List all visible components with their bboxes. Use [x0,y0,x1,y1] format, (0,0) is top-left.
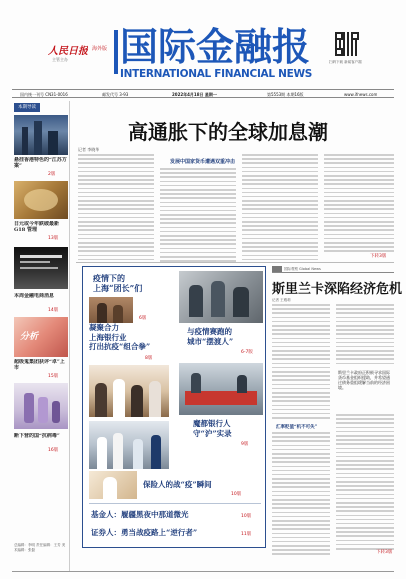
dateline-cn: 国内统一刊号 CN31-0016 [20,92,68,97]
feature-item-1-page[interactable]: 6版 [139,316,147,321]
feature-box [82,266,266,548]
feature-photo-4 [179,363,263,415]
dateline-issue-code: 邮发代号 3-93 [102,92,129,97]
sidebar-section-label: 本期导读 [14,103,40,112]
lead-column-1 [78,154,154,263]
sidebar-story-3-page[interactable]: 14版 [48,308,59,313]
right-story-col-1 [272,304,330,421]
sidebar-story-4-page[interactable]: 15版 [48,374,59,379]
main-headline[interactable]: 高通胀下的全球加息潮 [128,120,328,144]
feature-item-1-title[interactable]: 疫情下的 上海“团长”们 [93,273,143,293]
lead-byline: 记者 李晓华 [78,147,100,152]
right-story-pullquote: 斯里兰卡政府正积极寻求国际货币基金组织援助，并希望通过债务重组缓解当前的经济困境。 [338,370,390,390]
brand-note: 主管主办 [52,57,68,62]
right-story-tag-icon [272,266,282,272]
feature-item-2-title[interactable]: 与疫情赛跑的 城市“摆渡人” [187,327,234,346]
right-story-col-2 [336,304,394,367]
sidebar-story-2-title[interactable]: 日元或今年跌破最新 G18 管理 [14,221,60,233]
lead-column-2 [160,168,236,264]
sidebar-story-3-title[interactable]: 本周金融电商消息 [14,293,55,299]
feature-item-4-title[interactable]: 魔都银行人 守“沪”实录 [193,419,232,438]
right-story-subhead: 汇率贬值“机不可失” [276,425,318,430]
sidebar-photo-2 [14,181,68,219]
right-story-byline: 记者 王雅莉 [272,298,291,302]
feature-item-3-page[interactable]: 8版 [145,356,153,361]
feature-photo-3 [89,365,169,417]
sidebar-photo-5 [14,383,68,429]
qr-caption: 扫码下载 新闻客户端 [329,60,362,64]
sidebar-story-2-page[interactable]: 13版 [48,236,59,241]
masthead-divider [114,30,118,74]
feature-photo-5 [89,421,169,469]
feature-item-7-page[interactable]: 11版 [241,532,252,537]
masthead-english: INTERNATIONAL FINANCIAL NEWS [120,68,313,80]
feature-item-4-page[interactable]: 9版 [241,442,249,447]
brand-logo: 人民日报 [48,46,88,57]
lead-column-4 [324,154,394,255]
dateline-site: www.ifnews.com [344,92,378,97]
feature-photo-2 [179,271,263,323]
feature-item-6-page[interactable]: 10版 [241,514,252,519]
sidebar-story-1-title[interactable]: 悬挂香港特色的“江苏方案” [14,157,67,169]
dateline-date: 2022年4月18日 星期一 [172,92,217,97]
masthead-title: 国际金融报 [120,25,311,69]
right-story-continued[interactable]: 下转3版 [376,550,393,555]
right-story-headline[interactable]: 斯里兰卡深陷经济危机 [272,282,403,297]
lead-column-3 [242,154,318,263]
sidebar-photo-4: 分析 [14,317,68,357]
sidebar-photo-1 [14,115,68,155]
feature-item-5-page[interactable]: 10版 [231,492,242,497]
feature-photo-6 [89,471,137,499]
feature-item-5-title[interactable]: 保险人的战“疫”瞬间 [143,480,212,489]
page-bottom-rule [12,571,394,572]
right-story-tag: 国际观察 Global News [284,267,321,271]
feature-photo-1 [89,297,133,323]
sidebar-photo-3 [14,247,68,289]
section-divider [76,262,394,263]
lead-continued[interactable]: 下转3版 [370,254,387,259]
feature-box-divider [89,503,261,504]
right-story-col-1b [272,432,330,558]
sidebar-story-5-page[interactable]: 16版 [48,448,59,453]
right-story [272,266,403,556]
feature-item-7-title[interactable]: 证券人：勇当战疫路上“逆行者” [91,528,198,537]
right-story-col-2b [336,414,394,552]
dateline-issue-no: 第5553期 本期16版 [267,92,304,97]
sidebar-story-1-page[interactable]: 2版 [48,172,56,177]
dateline-bar [12,89,394,98]
feature-item-2-page[interactable]: 6-7版 [241,350,253,355]
lead-subhead: 发展中国家货币遭遇双重冲击 [170,159,236,165]
sidebar-story-4-title[interactable]: 超级鬼集团获评“卓”上市 [14,359,65,371]
masthead [0,0,406,88]
sidebar [12,101,70,571]
sidebar-story-5-title[interactable]: 断下营的国“抗病毒” [14,433,60,439]
brand-sub: 海外版 [92,46,108,52]
qr-code-icon [335,32,359,56]
sidebar-footer: 总编辑：李明 责任编辑：王芳 美术编辑：张磊 [14,543,66,552]
right-story-tag-bar [272,266,394,273]
feature-item-3-title[interactable]: 凝聚合力 上海银行业 打出抗疫“组合拳” [89,323,151,351]
feature-item-6-title[interactable]: 基金人：履疆黑夜中那道微光 [91,510,189,519]
